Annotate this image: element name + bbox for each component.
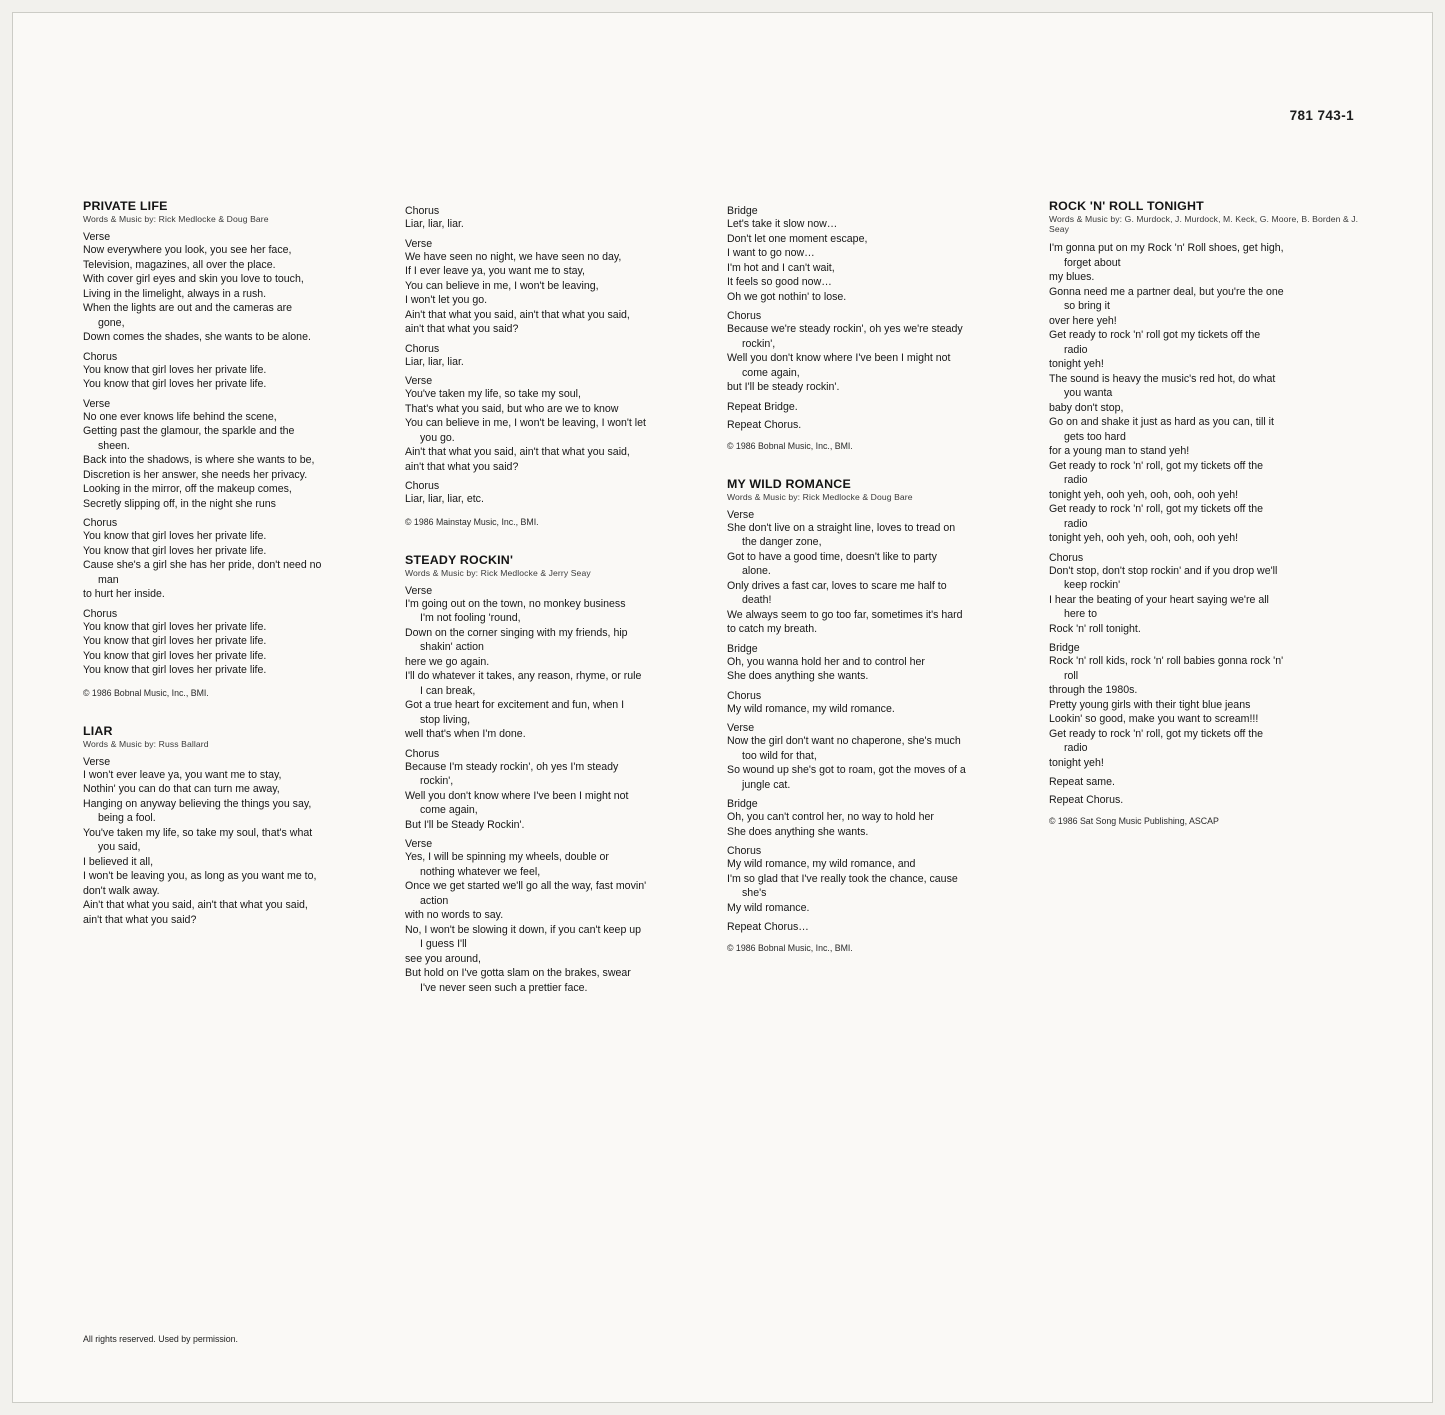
- lyric-block-label: Verse: [83, 231, 111, 243]
- lyric-line: I'm gonna put on my Rock 'n' Roll shoes, get high,: [1049, 242, 1284, 254]
- lyric-block-lines: [83, 243, 397, 345]
- song-credits: Words & Music by: Rick Medlocke & Jerry Seay: [405, 567, 591, 578]
- lyric-line: So wound up she's got to roam, got the moves of a: [727, 764, 966, 776]
- lyric-block-label: Chorus: [405, 342, 440, 355]
- lyric-line: radio: [1064, 517, 1088, 530]
- lyric-block-lines: [405, 217, 719, 232]
- lyric-line: I guess I'll: [420, 938, 467, 950]
- lyric-block-label: Verse: [83, 755, 111, 768]
- lyric-block-lines: [405, 760, 719, 833]
- lyric-line: Only drives a fast car, loves to scare me half to: [727, 579, 947, 592]
- lyric-line: tonight yeh!: [1049, 358, 1104, 370]
- lyric-line: come again,: [742, 366, 800, 379]
- lyric-block-label: Verse: [405, 237, 433, 250]
- lyric-line: But hold on I've gotta slam on the brakes, swear: [405, 967, 631, 979]
- lyric-line: ain't that what you said?: [405, 460, 519, 473]
- lyric-block-label: Chorus: [405, 747, 440, 760]
- lyric-line: stop living,: [420, 713, 471, 726]
- lyric-line: But I'll be Steady Rockin'.: [405, 818, 525, 831]
- lyric-line: She does anything she wants.: [727, 670, 869, 682]
- lyric-line: She does anything she wants.: [727, 825, 869, 838]
- lyric-line: I want to go now…: [727, 247, 815, 259]
- lyric-line: so bring it: [1064, 300, 1110, 312]
- lyric-line: roll: [1064, 669, 1079, 682]
- lyric-line: Because I'm steady rockin', oh yes I'm steady: [405, 760, 619, 773]
- lyric-line: Got a true heart for excitement and fun, when I: [405, 699, 625, 711]
- lyric-line: shakin' action: [420, 641, 484, 653]
- copyright-line: © 1986 Sat Song Music Publishing, ASCAP: [1049, 816, 1219, 826]
- lyric-line: radio: [1064, 474, 1088, 486]
- song-credits: Words & Music by: Rick Medlocke & Doug Bare: [727, 491, 913, 502]
- lyric-line: rockin',: [420, 775, 454, 787]
- lyric-block-label: Bridge: [727, 798, 758, 810]
- lyric-line: You know that girl loves her private life.: [83, 530, 267, 542]
- lyric-block-label: Chorus: [405, 480, 440, 492]
- lyric-line: you said,: [98, 841, 141, 853]
- lyric-line: Pretty young girls with their tight blue jeans: [1049, 698, 1251, 711]
- lyric-line: Nothin' you can do that can turn me away,: [83, 783, 280, 795]
- section-spacer: [405, 527, 719, 553]
- insert-page: [12, 12, 1433, 1403]
- lyric-line: You know that girl loves her private life.: [83, 649, 267, 662]
- lyric-block-label: Repeat Chorus…: [727, 921, 809, 933]
- lyric-block-label: Repeat same.: [1049, 776, 1115, 788]
- lyric-line: too wild for that,: [742, 749, 817, 762]
- lyric-block-label: Chorus: [405, 205, 440, 217]
- lyric-line: I'm so glad that I've really took the chance, cause: [727, 872, 958, 885]
- song-credits: Words & Music by: Russ Ballard: [83, 738, 209, 749]
- song-section: [405, 553, 719, 996]
- lyric-block-label: Repeat Chorus.: [1049, 794, 1124, 806]
- lyric-line: No one ever knows life behind the scene,: [83, 410, 277, 423]
- lyric-block-label: Repeat Chorus.: [727, 418, 802, 431]
- lyric-line: gets too hard: [1064, 430, 1126, 443]
- lyric-block-label: Chorus: [727, 845, 762, 857]
- lyric-line: come again,: [420, 804, 478, 816]
- lyric-block-label: Chorus: [727, 310, 762, 322]
- lyric-line: Because we're steady rockin', oh yes we're steady: [727, 323, 963, 335]
- lyric-line: That's what you said, but who are we to know: [405, 402, 619, 415]
- lyric-line: Get ready to rock 'n' roll got my tickets off the: [1049, 329, 1261, 341]
- song-continuation: [727, 205, 1041, 451]
- song-title: PRIVATE LIFE: [83, 199, 168, 213]
- lyric-line: You know that girl loves her private life.: [83, 378, 267, 390]
- lyric-line: Once we get started we'll go all the way, fast movin': [405, 880, 647, 892]
- lyric-block-label: Bridge: [727, 642, 758, 655]
- lyric-block-lines: [83, 363, 397, 392]
- lyric-line: Oh, you wanna hold her and to control her: [727, 655, 925, 668]
- lyric-line: Got to have a good time, doesn't like to party: [727, 550, 937, 563]
- lyric-line: Liar, liar, liar.: [405, 355, 464, 368]
- lyric-line: Let's take it slow now…: [727, 218, 838, 230]
- lyric-line: My wild romance, my wild romance, and: [727, 858, 916, 870]
- lyric-line: she's: [742, 887, 767, 899]
- column-2: [405, 199, 727, 995]
- lyric-line: With cover girl eyes and skin you love to touch,: [83, 273, 304, 285]
- lyric-line: Don't stop, don't stop rockin' and if you drop we'll: [1049, 564, 1278, 577]
- lyric-line: I won't be leaving you, as long as you want me to,: [83, 870, 317, 882]
- catalog-number: 781 743-1: [1289, 108, 1354, 123]
- lyric-line: tonight yeh, ooh yeh, ooh, ooh, ooh yeh!: [1049, 532, 1239, 544]
- lyric-block-lines: [727, 702, 1041, 717]
- lyric-line: I'm not fooling 'round,: [420, 612, 521, 624]
- lyric-line: Oh, you can't control her, no way to hold her: [727, 811, 934, 823]
- lyric-line: Cause she's a girl she has her pride, don't need no: [83, 559, 322, 571]
- song-section: [1049, 199, 1363, 826]
- lyric-line: see you around,: [405, 952, 481, 965]
- lyric-line: Secretly slipping off, in the night she runs: [83, 497, 276, 510]
- lyric-line: I'm going out on the town, no monkey business: [405, 597, 626, 610]
- lyric-line: here to: [1064, 608, 1097, 620]
- lyric-line: through the 1980s.: [1049, 684, 1138, 696]
- lyric-block-label: Chorus: [1049, 551, 1084, 564]
- lyric-line: tonight yeh!: [1049, 756, 1104, 769]
- lyric-line: Gonna need me a partner deal, but you're the one: [1049, 285, 1284, 298]
- lyric-line: You know that girl loves her private life.: [83, 544, 267, 557]
- lyric-block-lines: [1049, 654, 1363, 770]
- lyric-block-label: Bridge: [727, 205, 758, 217]
- lyric-line: I won't ever leave ya, you want me to stay,: [83, 768, 282, 781]
- lyrics-columns: [83, 199, 1393, 995]
- lyric-line: No, I won't be slowing it down, if you can't keep up: [405, 923, 642, 936]
- lyric-block-lines: [83, 410, 397, 512]
- lyric-line: Now the girl don't want no chaperone, she's much: [727, 735, 961, 747]
- song-credits: Words & Music by: Rick Medlocke & Doug Bare: [83, 214, 269, 224]
- lyric-line: You can believe in me, I won't be leaving,: [405, 279, 599, 292]
- lyric-line: You can believe in me, I won't be leaving, I won't let: [405, 417, 646, 429]
- lyric-block-label: Verse: [405, 838, 433, 850]
- lyric-block-lines: [727, 810, 1041, 839]
- lyric-line: Discretion is her answer, she needs her privacy.: [83, 468, 308, 481]
- lyric-line: We have seen no night, we have seen no day,: [405, 250, 622, 263]
- lyric-line: baby don't stop,: [1049, 401, 1124, 414]
- lyric-line: Now everywhere you look, you see her face,: [83, 244, 292, 256]
- lyric-line: man: [98, 573, 119, 586]
- lyric-line: Ain't that what you said, ain't that what you said,: [405, 308, 630, 321]
- lyric-block-label: Verse: [727, 722, 755, 734]
- lyric-line: nothing whatever we feel,: [420, 865, 541, 878]
- lyric-block-label: Chorus: [727, 689, 762, 702]
- column-3: [727, 199, 1049, 995]
- lyric-line: We always seem to go too far, sometimes it's hard: [727, 608, 963, 621]
- lyric-line: you wanta: [1064, 387, 1113, 399]
- lyric-line: for a young man to stand yeh!: [1049, 445, 1190, 457]
- lyric-line: rockin',: [742, 337, 776, 350]
- lyric-line: You know that girl loves her private life.: [83, 620, 267, 633]
- lyric-line: Down comes the shades, she wants to be alone.: [83, 331, 311, 343]
- lyric-line: ain't that what you said?: [83, 913, 197, 926]
- lyric-line: tonight yeh, ooh yeh, ooh, ooh, ooh yeh!: [1049, 488, 1239, 501]
- lyric-line: Ain't that what you said, ain't that what you said,: [83, 899, 308, 911]
- lyric-block-lines: [83, 529, 397, 602]
- lyric-block-lines: [405, 597, 719, 742]
- lyric-line: Rock 'n' roll kids, rock 'n' roll babies gonna rock 'n': [1049, 655, 1284, 667]
- lyric-block-lines: [405, 492, 719, 507]
- lyric-line: radio: [1064, 343, 1088, 356]
- lyric-line: Well you don't know where I've been I might not: [405, 789, 629, 802]
- lyric-block-lines: [727, 217, 1041, 304]
- lyric-line: to hurt her inside.: [83, 588, 165, 600]
- lyric-block-lines: [727, 655, 1041, 684]
- lyric-line: Liar, liar, liar, etc.: [405, 493, 484, 505]
- lyric-line: I won't let you go.: [405, 294, 488, 306]
- lyric-line: being a fool.: [98, 812, 156, 824]
- lyric-block-lines: [1049, 564, 1363, 637]
- lyric-block-lines: [727, 521, 1041, 637]
- lyric-block-lines: [405, 250, 719, 337]
- copyright-line: © 1986 Mainstay Music, Inc., BMI.: [405, 516, 539, 527]
- song-credits: Words & Music by: G. Murdock, J. Murdock, M. Keck, G. Moore, B. Borden & J. Seay: [1049, 214, 1359, 234]
- lyric-line: It feels so good now…: [727, 276, 832, 288]
- lyric-line: I can break,: [420, 684, 476, 697]
- lyric-line: action: [420, 894, 449, 907]
- lyric-block-lines: [727, 857, 1041, 915]
- song-continuation: [405, 205, 719, 527]
- lyric-line: forget about: [1064, 256, 1121, 269]
- copyright-line: © 1986 Bobnal Music, Inc., BMI.: [727, 943, 853, 953]
- lyric-line: ain't that what you said?: [405, 323, 519, 335]
- lyric-line: jungle cat.: [742, 778, 791, 791]
- song-title: STEADY ROCKIN': [405, 552, 514, 567]
- lyric-line: The sound is heavy the music's red hot, do what: [1049, 372, 1276, 385]
- lyric-line: You've taken my life, so take my soul,: [405, 388, 581, 400]
- lyric-block-lines: [1049, 241, 1363, 546]
- song-section: [83, 199, 397, 698]
- lyric-line: don't walk away.: [83, 884, 160, 897]
- lyric-block-lines: [405, 850, 719, 995]
- lyric-line: Down on the corner singing with my friends, hip: [405, 626, 628, 639]
- section-spacer: [727, 451, 1041, 477]
- lyric-line: keep rockin': [1064, 579, 1121, 591]
- copyright-line: © 1986 Bobnal Music, Inc., BMI.: [83, 687, 209, 698]
- lyric-line: Lookin' so good, make you want to scream!!!: [1049, 713, 1259, 725]
- song-section: [727, 477, 1041, 954]
- lyric-block-label: Verse: [727, 508, 755, 521]
- lyric-line: my blues.: [1049, 271, 1095, 283]
- lyric-block-label: Bridge: [1049, 642, 1080, 654]
- lyric-line: Living in the limelight, always in a rush.: [83, 287, 267, 300]
- lyric-line: Hanging on anyway believing the things you say,: [83, 797, 312, 810]
- lyric-line: Liar, liar, liar.: [405, 218, 464, 230]
- lyric-line: I believed it all,: [83, 855, 154, 868]
- lyric-line: My wild romance.: [727, 901, 810, 914]
- song-title: LIAR: [83, 723, 113, 738]
- lyric-line: with no words to say.: [405, 909, 504, 921]
- lyric-line: You know that girl loves her private life.: [83, 664, 267, 676]
- lyric-line: Get ready to rock 'n' roll, got my tickets off the: [1049, 503, 1264, 515]
- lyric-line: Oh we got nothin' to lose.: [727, 290, 847, 303]
- lyric-block-lines: [405, 387, 719, 474]
- lyric-block-label: Chorus: [83, 517, 118, 529]
- lyric-line: I've never seen such a prettier face.: [420, 981, 588, 994]
- lyric-line: I'll do whatever it takes, any reason, rhyme, or rule: [405, 670, 642, 682]
- lyric-line: here we go again.: [405, 655, 490, 668]
- song-title: ROCK 'N' ROLL TONIGHT: [1049, 199, 1204, 213]
- lyric-line: You've taken my life, so take my soul, that's what: [83, 826, 313, 839]
- lyric-line: you go.: [420, 431, 455, 444]
- lyric-line: I'm hot and I can't wait,: [727, 261, 835, 274]
- lyric-line: Rock 'n' roll tonight.: [1049, 622, 1141, 635]
- lyric-line: Ain't that what you said, ain't that what you said,: [405, 446, 630, 458]
- lyric-line: radio: [1064, 742, 1088, 754]
- song-title: MY WILD ROMANCE: [727, 476, 851, 491]
- lyric-block-lines: [727, 734, 1041, 792]
- lyric-block-label: Verse: [405, 375, 433, 387]
- lyric-block-label: Chorus: [83, 607, 118, 620]
- lyric-block-lines: [405, 355, 719, 370]
- lyric-line: When the lights are out and the cameras are: [83, 302, 293, 314]
- lyric-line: You know that girl loves her private life.: [83, 363, 267, 376]
- lyric-line: Go on and shake it just as hard as you can, till it: [1049, 416, 1274, 428]
- lyric-line: She don't live on a straight line, loves to tread on: [727, 521, 956, 534]
- lyric-line: death!: [742, 594, 772, 606]
- lyric-line: well that's when I'm done.: [405, 728, 526, 740]
- lyric-block-lines: [83, 620, 397, 678]
- lyric-line: sheen.: [98, 439, 130, 452]
- lyric-line: the danger zone,: [742, 536, 822, 548]
- lyric-block-label: Verse: [83, 397, 111, 410]
- lyric-line: Don't let one moment escape,: [727, 232, 868, 245]
- lyric-line: You know that girl loves her private life.: [83, 635, 267, 647]
- lyric-line: Getting past the glamour, the sparkle and the: [83, 425, 295, 437]
- lyric-block-lines: [83, 768, 397, 928]
- column-4: [1049, 199, 1371, 995]
- lyric-line: Looking in the mirror, off the makeup comes,: [83, 483, 292, 495]
- lyric-line: Television, magazines, all over the place.: [83, 258, 276, 271]
- song-section: [83, 724, 397, 928]
- lyric-line: gone,: [98, 316, 125, 329]
- column-1: [83, 199, 405, 995]
- lyric-line: Back into the shadows, is where she wants to be,: [83, 454, 315, 466]
- lyric-line: alone.: [742, 565, 771, 577]
- copyright-line: © 1986 Bobnal Music, Inc., BMI.: [727, 440, 853, 451]
- lyric-line: Yes, I will be spinning my wheels, double or: [405, 851, 609, 863]
- section-spacer: [83, 698, 397, 724]
- rights-note: All rights reserved. Used by permission.: [83, 1334, 238, 1344]
- lyric-line: over here yeh!: [1049, 314, 1117, 327]
- lyric-line: If I ever leave ya, you want me to stay,: [405, 265, 585, 277]
- lyric-line: I hear the beating of your heart saying we're all: [1049, 593, 1269, 606]
- lyric-line: Well you don't know where I've been I might not: [727, 352, 951, 364]
- lyric-block-label: Repeat Bridge.: [727, 400, 798, 413]
- lyric-line: but I'll be steady rockin'.: [727, 381, 840, 393]
- lyric-line: to catch my breath.: [727, 623, 818, 635]
- lyric-block-label: Verse: [405, 584, 433, 597]
- lyric-block-lines: [727, 322, 1041, 395]
- lyric-line: My wild romance, my wild romance.: [727, 702, 895, 715]
- lyric-line: Get ready to rock 'n' roll, got my tickets off the: [1049, 727, 1264, 740]
- lyric-line: Get ready to rock 'n' roll, got my tickets off the: [1049, 459, 1264, 472]
- lyric-block-label: Chorus: [83, 350, 118, 363]
